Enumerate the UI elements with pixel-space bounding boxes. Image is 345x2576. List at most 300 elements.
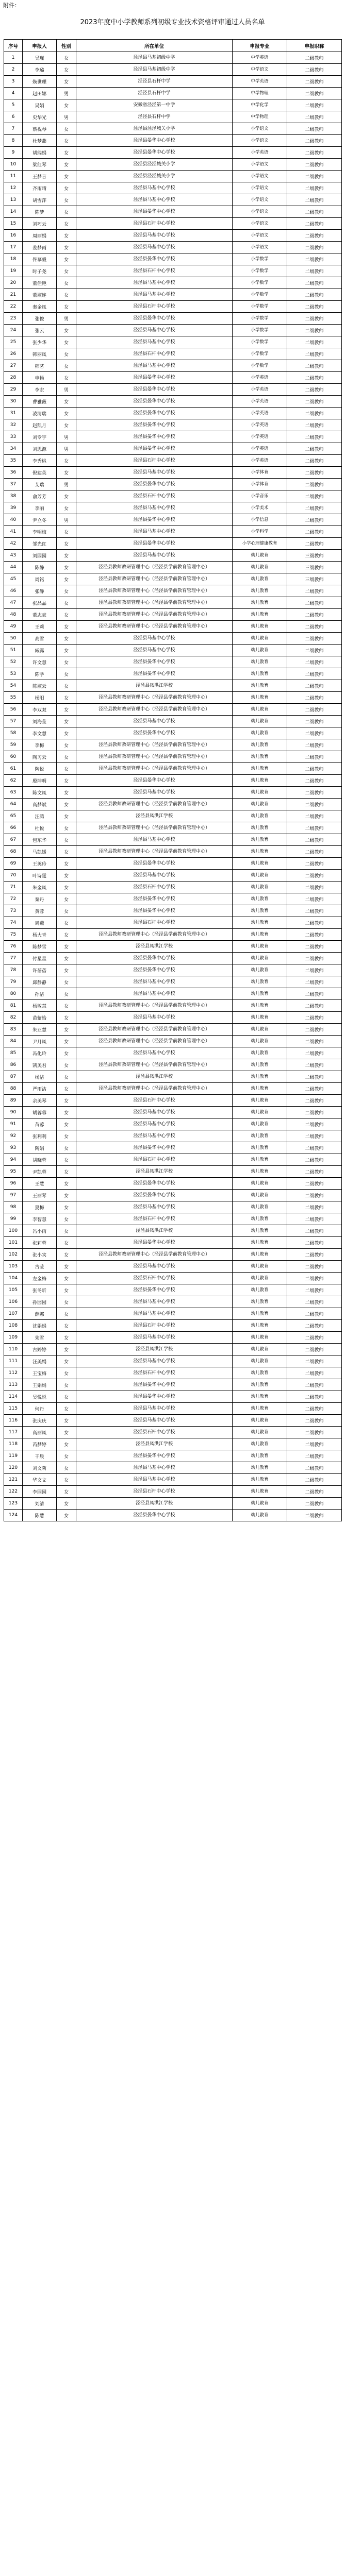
cell-major: 幼儿教育 — [233, 1308, 287, 1320]
cell-title: 二级教师 — [287, 810, 342, 822]
cell-gender: 女 — [57, 585, 76, 597]
cell-major: 幼儿教育 — [233, 858, 287, 870]
cell-title: 二级教师 — [287, 88, 342, 99]
cell-index: 36 — [4, 467, 23, 479]
cell-title: 二级教师 — [287, 242, 342, 253]
table-row — [4, 336, 342, 348]
cell-unit: 泾泾县马基中心学校 — [76, 1308, 233, 1320]
cell-index: 78 — [4, 964, 23, 976]
cell-name: 王慧 — [23, 1178, 57, 1190]
cell-name: 王莉 — [23, 621, 57, 633]
cell-major: 小学数学 — [233, 325, 287, 336]
cell-unit: 泾泾县晏华中心学校 — [76, 206, 233, 218]
table-row — [4, 147, 342, 159]
cell-index: 114 — [4, 1391, 23, 1403]
cell-major: 小学信息 — [233, 514, 287, 526]
cell-major: 中学化学 — [233, 99, 287, 111]
cell-name: 董淑连 — [23, 289, 57, 301]
cell-title: 二级教师 — [287, 1118, 342, 1130]
cell-gender: 女 — [57, 348, 76, 360]
table-row — [4, 372, 342, 384]
cell-title: 二级教师 — [287, 1379, 342, 1391]
cell-gender: 女 — [57, 1107, 76, 1118]
table-row — [4, 1213, 342, 1225]
cell-gender: 女 — [57, 953, 76, 964]
cell-gender: 女 — [57, 159, 76, 171]
cell-index: 71 — [4, 882, 23, 893]
cell-name: 王宝梅 — [23, 1367, 57, 1379]
cell-major: 幼儿教育 — [233, 739, 287, 751]
cell-gender: 女 — [57, 277, 76, 289]
cell-title: 二级教师 — [287, 727, 342, 739]
cell-title: 二级教师 — [287, 775, 342, 787]
table-row — [4, 194, 342, 206]
table-row — [4, 1344, 342, 1355]
cell-gender: 女 — [57, 810, 76, 822]
cell-index: 95 — [4, 1166, 23, 1178]
cell-major: 中学物理 — [233, 111, 287, 123]
cell-gender: 女 — [57, 846, 76, 858]
cell-name: 胡雪萍 — [23, 194, 57, 206]
cell-major: 小学数学 — [233, 360, 287, 372]
cell-index: 99 — [4, 1213, 23, 1225]
cell-title: 二级教师 — [287, 1308, 342, 1320]
cell-title: 二级教师 — [287, 253, 342, 265]
cell-unit: 泾泾县马基中心学校 — [76, 988, 233, 1000]
table-row — [4, 1000, 342, 1012]
cell-name: 王梦言 — [23, 171, 57, 182]
cell-gender: 女 — [57, 147, 76, 159]
cell-title: 二级教师 — [287, 905, 342, 917]
cell-major: 中学语文 — [233, 64, 287, 76]
cell-title: 二级教师 — [287, 1047, 342, 1059]
table-row — [4, 88, 342, 99]
cell-major: 小学语文 — [233, 123, 287, 135]
cell-major: 幼儿教育 — [233, 1130, 287, 1142]
cell-index: 9 — [4, 147, 23, 159]
cell-gender: 女 — [57, 645, 76, 656]
cell-title: 二级教师 — [287, 455, 342, 467]
table-row — [4, 408, 342, 419]
cell-gender: 女 — [57, 1118, 76, 1130]
cell-name: 刘巧云 — [23, 218, 57, 230]
table-row — [4, 585, 342, 597]
cell-unit: 泾泾县马基中心学校 — [76, 1415, 233, 1427]
cell-unit: 泾泾县石杆中心学校 — [76, 1095, 233, 1107]
table-row — [4, 1462, 342, 1474]
cell-name: 胡晓蓉 — [23, 1154, 57, 1166]
cell-gender: 女 — [57, 1190, 76, 1201]
cell-unit: 泾泾县马基中心学校 — [76, 787, 233, 799]
cell-title: 二级教师 — [287, 206, 342, 218]
cell-unit: 泾泾县晏华中心学校 — [76, 1142, 233, 1154]
cell-major: 中学物理 — [233, 88, 287, 99]
cell-title: 二级教师 — [287, 52, 342, 64]
cell-title: 二级教师 — [287, 1344, 342, 1355]
cell-unit: 泾泾县凤洪江学校 — [76, 1166, 233, 1178]
cell-title: 二级教师 — [287, 1071, 342, 1083]
cell-gender: 女 — [57, 76, 76, 88]
cell-name: 包东华 — [23, 834, 57, 846]
cell-index: 121 — [4, 1474, 23, 1486]
cell-major: 小学英语 — [233, 408, 287, 419]
cell-unit: 泾泾县教师教研管理中心（泾泾县学前教育管理中心） — [76, 846, 233, 858]
cell-unit: 泾泾县马基中心学校 — [76, 230, 233, 242]
cell-index: 104 — [4, 1273, 23, 1284]
cell-name: 刘专宇 — [23, 431, 57, 443]
cell-index: 12 — [4, 182, 23, 194]
cell-title: 二级教师 — [287, 360, 342, 372]
cell-title: 二级教师 — [287, 1273, 342, 1284]
cell-title: 二级教师 — [287, 1296, 342, 1308]
cell-unit: 泾泾县马基中心学校 — [76, 1296, 233, 1308]
cell-gender: 女 — [57, 905, 76, 917]
cell-major: 小学数学 — [233, 313, 287, 325]
table-row — [4, 680, 342, 692]
cell-major: 幼儿教育 — [233, 1178, 287, 1190]
cell-name: 沈娟娟 — [23, 1320, 57, 1332]
cell-title: 二级教师 — [287, 941, 342, 953]
table-row — [4, 727, 342, 739]
cell-major: 幼儿教育 — [233, 1510, 287, 1521]
cell-unit: 泾泾县教师教研管理中心（泾泾县学前教育管理中心） — [76, 692, 233, 704]
cell-unit: 泾泾县晏华中心学校 — [76, 668, 233, 680]
cell-index: 100 — [4, 1225, 23, 1237]
cell-name: 张俊 — [23, 313, 57, 325]
cell-name: 李秀桃 — [23, 455, 57, 467]
cell-unit: 泾泾县教师教研管理中心（泾泾县学前教育管理中心） — [76, 929, 233, 941]
cell-unit: 泾泾县晏华中心学校 — [76, 431, 233, 443]
cell-major: 幼儿教育 — [233, 763, 287, 775]
cell-title: 二级教师 — [287, 99, 342, 111]
cell-index: 105 — [4, 1284, 23, 1296]
cell-major: 幼儿教育 — [233, 1438, 287, 1450]
cell-unit: 泾泾县晏华中心学校 — [76, 479, 233, 490]
cell-index: 106 — [4, 1296, 23, 1308]
cell-index: 97 — [4, 1190, 23, 1201]
cell-title: 二级教师 — [287, 135, 342, 147]
cell-unit: 泾泾县马基中心学校 — [76, 526, 233, 538]
cell-major: 幼儿教育 — [233, 1000, 287, 1012]
cell-major: 小学数学 — [233, 277, 287, 289]
cell-index: 115 — [4, 1403, 23, 1415]
cell-gender: 女 — [57, 976, 76, 988]
cell-name: 张云 — [23, 325, 57, 336]
cell-major: 幼儿教育 — [233, 1118, 287, 1130]
cell-major: 幼儿教育 — [233, 1450, 287, 1462]
table-row — [4, 490, 342, 502]
cell-name: 刘海莹 — [23, 716, 57, 727]
cell-major: 小学数学 — [233, 289, 287, 301]
table-row — [4, 858, 342, 870]
cell-name: 秦丹 — [23, 893, 57, 905]
cell-name: 董佳艳 — [23, 277, 57, 289]
cell-index: 20 — [4, 277, 23, 289]
cell-name: 陈梦 — [23, 206, 57, 218]
cell-name: 俞芳芳 — [23, 490, 57, 502]
cell-name: 李文慧 — [23, 727, 57, 739]
cell-gender: 女 — [57, 171, 76, 182]
cell-index: 6 — [4, 111, 23, 123]
cell-title: 二级教师 — [287, 1083, 342, 1095]
cell-unit: 泾泾县石杆中心学校 — [76, 1367, 233, 1379]
cell-major: 小学数学 — [233, 253, 287, 265]
cell-title: 二级教师 — [287, 1107, 342, 1118]
cell-unit: 泾泾县教师教研管理中心（泾泾县学前教育管理中心） — [76, 573, 233, 585]
cell-title: 二级教师 — [287, 1320, 342, 1332]
cell-unit: 泾泾县晏华中心学校 — [76, 1190, 233, 1201]
cell-title: 二级教师 — [287, 182, 342, 194]
cell-name: 马凯媛 — [23, 846, 57, 858]
cell-gender: 女 — [57, 1201, 76, 1213]
cell-gender: 女 — [57, 396, 76, 408]
cell-title: 二级教师 — [287, 1178, 342, 1190]
cell-gender: 女 — [57, 1095, 76, 1107]
cell-unit: 泾泾县马基中心学校 — [76, 502, 233, 514]
cell-gender: 女 — [57, 1355, 76, 1367]
cell-name: 许蓓蓓 — [23, 964, 57, 976]
cell-major: 中学英语 — [233, 52, 287, 64]
cell-name: 陈学 — [23, 668, 57, 680]
cell-gender: 女 — [57, 301, 76, 313]
cell-name: 齐雨晴 — [23, 182, 57, 194]
cell-name: 杜梦燕 — [23, 135, 57, 147]
cell-gender: 女 — [57, 1083, 76, 1095]
table-row — [4, 1130, 342, 1142]
col-header-unit: 所在单位 — [76, 40, 233, 52]
table-row — [4, 1320, 342, 1332]
table-row — [4, 763, 342, 775]
cell-index: 89 — [4, 1095, 23, 1107]
cell-gender: 女 — [57, 52, 76, 64]
cell-title: 二级教师 — [287, 1391, 342, 1403]
cell-major: 幼儿教育 — [233, 1107, 287, 1118]
table-row — [4, 1249, 342, 1261]
cell-unit: 泾泾县马基中心学校 — [76, 1261, 233, 1273]
cell-unit: 泾泾县马基中心学校 — [76, 1047, 233, 1059]
cell-title: 二级教师 — [287, 917, 342, 929]
cell-unit: 泾泾县马基初级中学 — [76, 52, 233, 64]
cell-index: 110 — [4, 1344, 23, 1355]
cell-name: 陶习云 — [23, 751, 57, 763]
table-row — [4, 1036, 342, 1047]
cell-unit: 泾泾县晏华中心学校 — [76, 253, 233, 265]
cell-name: 张晶晶 — [23, 597, 57, 609]
cell-title: 二级教师 — [287, 159, 342, 171]
cell-index: 93 — [4, 1142, 23, 1154]
cell-index: 1 — [4, 52, 23, 64]
cell-unit: 泾泾县晏华中心学校 — [76, 1510, 233, 1521]
table-row — [4, 242, 342, 253]
cell-major: 幼儿教育 — [233, 929, 287, 941]
cell-title: 二级教师 — [287, 111, 342, 123]
cell-index: 111 — [4, 1355, 23, 1367]
cell-gender: 女 — [57, 1498, 76, 1510]
cell-index: 116 — [4, 1415, 23, 1427]
cell-name: 臧露 — [23, 645, 57, 656]
table-row — [4, 1107, 342, 1118]
cell-title: 二级教师 — [287, 443, 342, 455]
cell-unit: 泾泾县马基中心学校 — [76, 834, 233, 846]
cell-unit: 泾泾县凤洪江学校 — [76, 1225, 233, 1237]
cell-unit: 泾泾县教师教研管理中心（泾泾县学前教育管理中心） — [76, 763, 233, 775]
cell-unit: 泾泾县凤洪江学校 — [76, 1438, 233, 1450]
cell-name: 杨敏慧 — [23, 1000, 57, 1012]
cell-title: 二级教师 — [287, 692, 342, 704]
cell-unit: 泾泾县晏华中心学校 — [76, 443, 233, 455]
cell-index: 18 — [4, 253, 23, 265]
cell-major: 幼儿教育 — [233, 1201, 287, 1213]
cell-title: 二级教师 — [287, 1510, 342, 1521]
cell-major: 中学英语 — [233, 76, 287, 88]
table-row — [4, 787, 342, 799]
cell-unit: 泾泾县石杆中心学校 — [76, 301, 233, 313]
cell-name: 李双双 — [23, 704, 57, 716]
cell-unit: 泾泾县晏华中心学校 — [76, 147, 233, 159]
cell-title: 二级教师 — [287, 408, 342, 419]
cell-index: 51 — [4, 645, 23, 656]
cell-index: 50 — [4, 633, 23, 645]
cell-gender: 男 — [57, 88, 76, 99]
cell-title: 二级教师 — [287, 1213, 342, 1225]
cell-unit: 泾泾县晏华中心学校 — [76, 1450, 233, 1462]
cell-name: 严雨洁 — [23, 1083, 57, 1095]
cell-name: 付星星 — [23, 953, 57, 964]
cell-gender: 女 — [57, 360, 76, 372]
cell-index: 26 — [4, 348, 23, 360]
cell-title: 三级教师 — [287, 550, 342, 562]
col-header-index: 序号 — [4, 40, 23, 52]
cell-title: 二级教师 — [287, 1284, 342, 1296]
cell-title: 二级教师 — [287, 846, 342, 858]
cell-index: 91 — [4, 1118, 23, 1130]
cell-index: 86 — [4, 1059, 23, 1071]
cell-index: 5 — [4, 99, 23, 111]
cell-gender: 女 — [57, 502, 76, 514]
cell-unit: 泾泾县马基中心学校 — [76, 277, 233, 289]
table-row — [4, 1498, 342, 1510]
cell-index: 82 — [4, 1012, 23, 1024]
cell-index: 102 — [4, 1249, 23, 1261]
cell-gender: 女 — [57, 123, 76, 135]
cell-major: 幼儿教育 — [233, 1379, 287, 1391]
table-row — [4, 941, 342, 953]
cell-gender: 女 — [57, 1261, 76, 1273]
cell-name: 吴悦悦 — [23, 1391, 57, 1403]
cell-gender: 女 — [57, 194, 76, 206]
cell-major: 幼儿教育 — [233, 1462, 287, 1474]
cell-title: 二级教师 — [287, 1166, 342, 1178]
cell-gender: 女 — [57, 668, 76, 680]
cell-name: 孙洁 — [23, 988, 57, 1000]
cell-gender: 女 — [57, 218, 76, 230]
cell-gender: 女 — [57, 941, 76, 953]
table-row — [4, 1438, 342, 1450]
cell-title: 三级教师 — [287, 562, 342, 573]
cell-name: 古婷婷 — [23, 1344, 57, 1355]
cell-name: 冯化玲 — [23, 1047, 57, 1059]
cell-major: 幼儿教育 — [233, 645, 287, 656]
cell-gender: 女 — [57, 1166, 76, 1178]
cell-title: 二级教师 — [287, 1000, 342, 1012]
cell-index: 45 — [4, 573, 23, 585]
cell-index: 117 — [4, 1427, 23, 1438]
cell-gender: 女 — [57, 917, 76, 929]
cell-unit: 泾泾县石杆中心学校 — [76, 490, 233, 502]
table-row — [4, 668, 342, 680]
table-row — [4, 1355, 342, 1367]
cell-index: 62 — [4, 775, 23, 787]
cell-index: 52 — [4, 656, 23, 668]
cell-major: 幼儿教育 — [233, 1036, 287, 1047]
cell-unit: 泾泾县晏华中心学校 — [76, 384, 233, 396]
cell-major: 幼儿教育 — [233, 609, 287, 621]
header-row — [4, 40, 342, 52]
cell-gender: 女 — [57, 242, 76, 253]
cell-unit: 泾泾县马基中心学校 — [76, 645, 233, 656]
cell-name: 佟慕毅 — [23, 253, 57, 265]
cell-unit: 泾泾县教师教研管理中心（泾泾县学前教育管理中心） — [76, 609, 233, 621]
cell-major: 幼儿教育 — [233, 585, 287, 597]
cell-title: 二级教师 — [287, 645, 342, 656]
cell-unit: 泾泾县晏华中心学校 — [76, 1178, 233, 1190]
cell-major: 幼儿教育 — [233, 1320, 287, 1332]
cell-title: 二级教师 — [287, 479, 342, 490]
table-row — [4, 976, 342, 988]
cell-title: 二级教师 — [287, 1024, 342, 1036]
cell-name: 张利利 — [23, 1130, 57, 1142]
cell-unit: 泾泾县石杆中学 — [76, 111, 233, 123]
cell-index: 75 — [4, 929, 23, 941]
cell-title: 二级教师 — [287, 1154, 342, 1166]
cell-title: 二级教师 — [287, 301, 342, 313]
table-row — [4, 1142, 342, 1154]
cell-title: 二级教师 — [287, 668, 342, 680]
cell-title: 二级教师 — [287, 1367, 342, 1379]
cell-name: 杨洁 — [23, 1071, 57, 1083]
cell-title: 二级教师 — [287, 739, 342, 751]
table-row — [4, 396, 342, 408]
cell-name: 冯小雨 — [23, 1225, 57, 1237]
cell-name: 李梅 — [23, 739, 57, 751]
cell-title: 二级教师 — [287, 526, 342, 538]
cell-gender: 女 — [57, 1403, 76, 1415]
cell-index: 98 — [4, 1201, 23, 1213]
cell-unit: 泾泾县晏华中心学校 — [76, 396, 233, 408]
table-row — [4, 301, 342, 313]
cell-unit: 泾泾县石杆中心学校 — [76, 917, 233, 929]
cell-name: 邱静静 — [23, 976, 57, 988]
cell-gender: 女 — [57, 775, 76, 787]
cell-name: 李璐 — [23, 64, 57, 76]
cell-index: 73 — [4, 905, 23, 917]
cell-title: 二级教师 — [287, 964, 342, 976]
cell-gender: 女 — [57, 822, 76, 834]
cell-gender: 女 — [57, 1237, 76, 1249]
cell-gender: 男 — [57, 111, 76, 123]
cell-title: 二级教师 — [287, 1355, 342, 1367]
cell-name: 华文文 — [23, 1474, 57, 1486]
cell-gender: 女 — [57, 1320, 76, 1332]
table-row — [4, 1059, 342, 1071]
cell-name: 张少华 — [23, 336, 57, 348]
cell-major: 幼儿教育 — [233, 1024, 287, 1036]
cell-major: 幼儿教育 — [233, 1249, 287, 1261]
cell-title: 二级教师 — [287, 751, 342, 763]
cell-unit: 泾泾县石杆中心学校 — [76, 265, 233, 277]
cell-major: 幼儿教育 — [233, 976, 287, 988]
cell-name: 朱雪 — [23, 1332, 57, 1344]
